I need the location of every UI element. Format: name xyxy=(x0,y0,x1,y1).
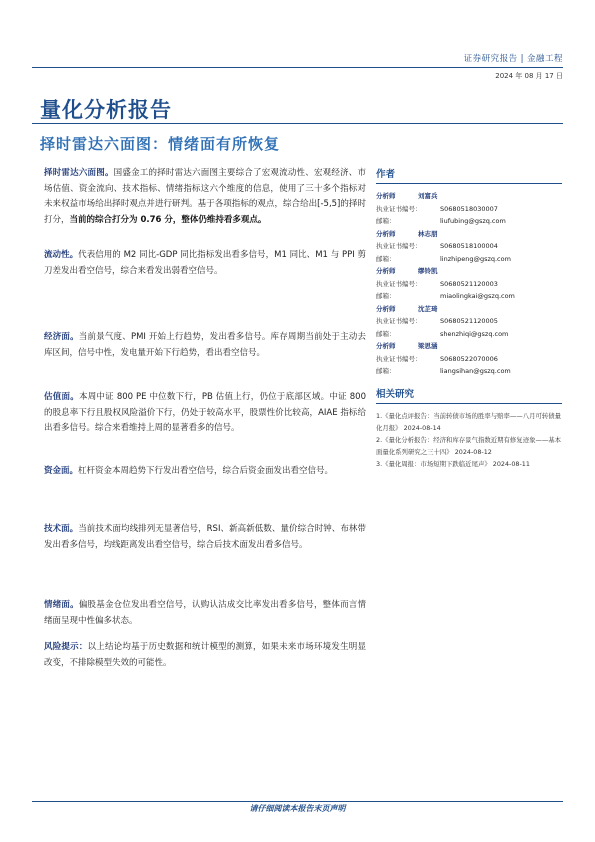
cert-number: S0680518030007 xyxy=(440,204,498,213)
section-label: 情绪面。 xyxy=(44,600,79,610)
section-economy xyxy=(44,330,366,361)
cert-label: 执业证书编号： xyxy=(376,317,422,325)
section-text: 杠杆资金本周趋势下行发出看空信号，综合后资金面发出看空信号。 xyxy=(78,466,334,476)
author-role: 分析师 xyxy=(376,229,396,238)
email-label: 邮箱： xyxy=(376,367,396,375)
category-separator: | xyxy=(520,54,524,64)
author-card xyxy=(376,265,562,303)
email-label: 邮箱： xyxy=(376,217,396,225)
section-label: 流动性。 xyxy=(44,250,79,260)
cert-number: S0680518100004 xyxy=(440,242,498,250)
section-funds xyxy=(44,464,366,480)
related-research-list xyxy=(376,410,562,470)
section-text: 当前技术面均线排列无显著信号，RSI、新高新低数、量价综合时钟、布林带发出看多信号，均线距离发出看空信号，综合后技术面发出看多信号。 xyxy=(44,524,366,550)
subcategory-label: 金融工程 xyxy=(526,54,563,64)
related-research-item[interactable]: 2.《量化分析报告：经济和库存景气指数近期有修复迹象——基本面量化系列研究之三十四》 2024-08-12 xyxy=(376,435,562,456)
section-text: 本周中证 800 PE 中位数下行，PB 估值上行，仍位于底部区域。中证 800 的股息率下行且股权风险溢价下行，仍处于较高水平，股票性价比较高，AIAE 指标给出看多信号。综合来看维持上周的显著看多的信号。 xyxy=(44,392,366,433)
related-research-item[interactable]: 3.《量化周报：市场短期下跌临近尾声》 2024-08-11 xyxy=(376,459,530,468)
title-divider xyxy=(32,123,563,124)
author-email[interactable]: miaolingkai@gszq.com xyxy=(440,292,515,300)
section-liquidity xyxy=(44,248,366,279)
risk-warning xyxy=(44,640,366,671)
section-text: 以上结论均基于历史数据和统计模型的测算，如果未来市场环境发生明显改变，不排除模型失效的可能性。 xyxy=(44,642,366,668)
author-name: 缪铃凯 xyxy=(418,267,438,275)
summary-label: 择时雷达六面图。 xyxy=(44,168,114,178)
author-email[interactable]: liufubing@gszq.com xyxy=(440,217,506,225)
author-card xyxy=(376,190,562,228)
related-research-heading: 相关研究 xyxy=(376,386,562,404)
report-date: 2024 年 08 月 17 日 xyxy=(495,72,563,80)
category-label: 证券研究报告 xyxy=(463,54,518,64)
report-category xyxy=(464,52,563,64)
cert-number: S0680522070006 xyxy=(440,354,498,363)
section-text: 代表信用的 M2 同比-GDP 同比指标发出看多信号，M1 同比、M1 与 PPI 剪刀差发出看空信号，综合来看发出弱看空信号。 xyxy=(44,250,366,276)
cert-label: 执业证书编号： xyxy=(376,279,422,288)
author-card xyxy=(376,340,562,378)
section-label: 资金面。 xyxy=(44,466,79,476)
section-valuation xyxy=(44,390,366,437)
cert-label: 执业证书编号： xyxy=(376,204,422,213)
author-email[interactable]: linzhipeng@gszq.com xyxy=(440,254,511,263)
section-sentiment xyxy=(44,598,366,629)
author-card xyxy=(376,228,562,266)
author-role: 分析师 xyxy=(376,304,396,313)
cert-number: S0680521120005 xyxy=(440,317,498,325)
summary-highlight: 当前的综合打分为 0.76 分，整体仍维持看多观点。 xyxy=(69,214,267,225)
section-label: 估值面。 xyxy=(44,392,79,402)
author-role: 分析师 xyxy=(376,267,396,275)
author-role: 分析师 xyxy=(376,192,396,200)
section-technical xyxy=(44,522,366,553)
author-name: 刘富兵 xyxy=(418,192,438,200)
author-name: 梁思涵 xyxy=(418,342,438,350)
summary-paragraph xyxy=(44,166,366,228)
section-label: 技术面。 xyxy=(44,524,79,534)
section-text: 偏股基金仓位发出看空信号，认购认沽成交比率发出看多信号，整体而言情绪面呈现中性偏多状态。 xyxy=(44,600,366,626)
author-card xyxy=(376,303,562,341)
footer-disclaimer: 请仔细阅读本报告末页声明 xyxy=(249,804,346,813)
cert-label: 执业证书编号： xyxy=(376,354,422,363)
sidebar xyxy=(376,166,562,470)
email-label: 邮箱： xyxy=(376,329,396,338)
author-name: 林志朋 xyxy=(418,229,438,238)
cert-label: 执业证书编号： xyxy=(376,242,422,250)
author-role: 分析师 xyxy=(376,342,396,350)
authors-heading: 作者 xyxy=(376,166,562,184)
footer-divider xyxy=(32,801,563,802)
header-divider xyxy=(32,67,563,68)
summary-text: 国盛金工的择时雷达六面图主要综合了宏观流动性、宏观经济、市场估值、资金流向、技术指标、情绪指标这六个维度的信息，使用了三十多个指标对未来权益市场给出择时观点并进行研判。基于各项指标的观点，综合给出[-5,5]的择时打分， xyxy=(44,168,366,225)
section-label: 风险提示： xyxy=(44,642,88,652)
author-name: 沈芷琦 xyxy=(418,304,438,313)
related-research-item[interactable]: 1.《量化点评报告：当前转债市场的胜率与赔率——八月可转债量化月报》 2024-08-14 xyxy=(376,411,562,432)
section-label: 经济面。 xyxy=(44,332,79,342)
cert-number: S0680521120003 xyxy=(440,279,498,288)
author-email[interactable]: shenzhiqi@gszq.com xyxy=(440,329,509,338)
document-title: 择时雷达六面图：情绪面有所恢复 xyxy=(40,135,281,153)
section-text: 当前景气度、PMI 开始上行趋势，发出看多信号。库存周期当前处于主动去库区间，信号中性，发电量开始下行趋势，看出看空信号。 xyxy=(44,332,366,358)
report-type-heading: 量化分析报告 xyxy=(40,98,172,122)
email-label: 邮箱： xyxy=(376,254,396,263)
author-email[interactable]: liangsihan@gszq.com xyxy=(440,367,511,375)
email-label: 邮箱： xyxy=(376,292,396,300)
